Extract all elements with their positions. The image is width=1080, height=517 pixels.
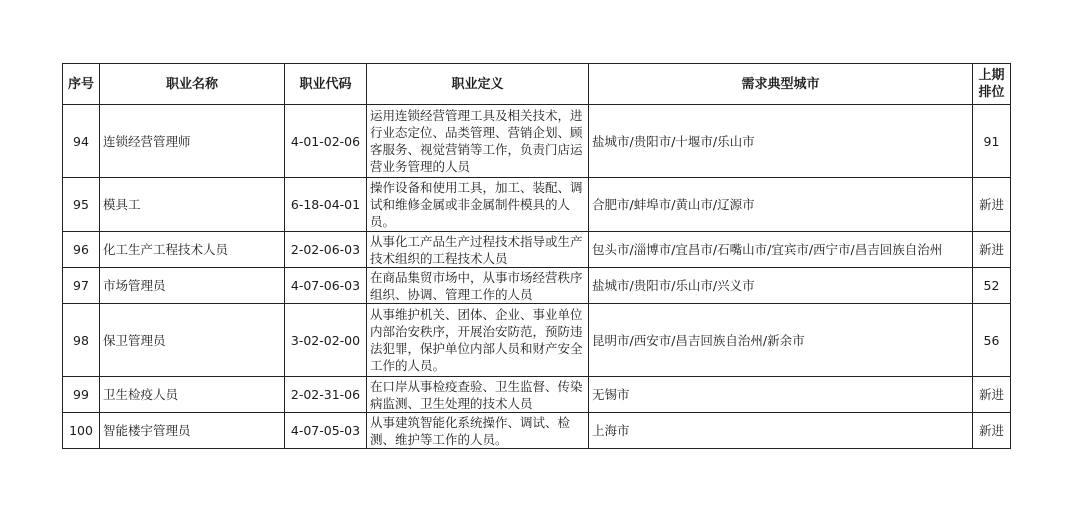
cell-definition: 操作设备和使用工具，加工、装配、调试和维修金属或非金属制件模具的人员。 <box>367 178 589 232</box>
table-row <box>63 232 1011 268</box>
cell-code: 6-18-04-01 <box>285 178 367 232</box>
table-header-row <box>63 64 1011 105</box>
cell-cities: 盐城市/贵阳市/乐山市/兴义市 <box>589 268 973 304</box>
cell-definition: 在商品集贸市场中，从事市场经营秩序组织、协调、管理工作的人员 <box>367 268 589 304</box>
cell-rank: 新进 <box>973 413 1011 449</box>
occupation-table <box>62 63 1011 449</box>
header-no: 序号 <box>63 64 100 105</box>
cell-cities: 昆明市/西安市/昌吉回族自治州/新余市 <box>589 304 973 377</box>
cell-code: 4-01-02-06 <box>285 105 367 178</box>
cell-rank: 91 <box>973 105 1011 178</box>
cell-cities: 盐城市/贵阳市/十堰市/乐山市 <box>589 105 973 178</box>
cell-name: 模具工 <box>100 178 285 232</box>
cell-cities: 包头市/淄博市/宜昌市/石嘴山市/宜宾市/西宁市/昌吉回族自治州 <box>589 232 973 268</box>
cell-definition: 在口岸从事检疫查验、卫生监督、传染病监测、卫生处理的技术人员 <box>367 377 589 413</box>
cell-code: 4-07-05-03 <box>285 413 367 449</box>
cell-name: 智能楼宇管理员 <box>100 413 285 449</box>
cell-no: 99 <box>63 377 100 413</box>
cell-no: 95 <box>63 178 100 232</box>
cell-name: 市场管理员 <box>100 268 285 304</box>
header-rank <box>973 64 1011 105</box>
cell-no: 97 <box>63 268 100 304</box>
header-rank-line1: 上期 <box>978 68 1005 83</box>
cell-definition: 从事化工产品生产过程技术指导或生产技术组织的工程技术人员 <box>367 232 589 268</box>
cell-name: 化工生产工程技术人员 <box>100 232 285 268</box>
cell-no: 100 <box>63 413 100 449</box>
table-row <box>63 178 1011 232</box>
cell-name: 保卫管理员 <box>100 304 285 377</box>
cell-code: 2-02-31-06 <box>285 377 367 413</box>
cell-cities: 合肥市/蚌埠市/黄山市/辽源市 <box>589 178 973 232</box>
table-row <box>63 268 1011 304</box>
cell-code: 4-07-06-03 <box>285 268 367 304</box>
cell-no: 94 <box>63 105 100 178</box>
cell-definition: 从事建筑智能化系统操作、调试、检测、维护等工作的人员。 <box>367 413 589 449</box>
cell-rank: 52 <box>973 268 1011 304</box>
cell-name: 卫生检疫人员 <box>100 377 285 413</box>
header-rank-line2: 排位 <box>978 85 1005 100</box>
cell-no: 96 <box>63 232 100 268</box>
table-row <box>63 105 1011 178</box>
header-name: 职业名称 <box>100 64 285 105</box>
cell-cities: 无锡市 <box>589 377 973 413</box>
cell-rank: 新进 <box>973 178 1011 232</box>
cell-rank: 新进 <box>973 377 1011 413</box>
header-code: 职业代码 <box>285 64 367 105</box>
table-row <box>63 377 1011 413</box>
cell-code: 3-02-02-00 <box>285 304 367 377</box>
cell-code: 2-02-06-03 <box>285 232 367 268</box>
cell-name: 连锁经营管理师 <box>100 105 285 178</box>
cell-definition: 运用连锁经营管理工具及相关技术，进行业态定位、品类管理、营销企划、顾客服务、视觉营销等工作，负责门店运营业务管理的人员 <box>367 105 589 178</box>
cell-rank: 新进 <box>973 232 1011 268</box>
cell-definition: 从事维护机关、团体、企业、事业单位内部治安秩序，开展治安防范，预防违法犯罪，保护单位内部人员和财产安全工作的人员。 <box>367 304 589 377</box>
header-cities: 需求典型城市 <box>589 64 973 105</box>
cell-no: 98 <box>63 304 100 377</box>
cell-rank: 56 <box>973 304 1011 377</box>
table-row <box>63 304 1011 377</box>
cell-cities: 上海市 <box>589 413 973 449</box>
header-definition: 职业定义 <box>367 64 589 105</box>
table-row <box>63 413 1011 449</box>
